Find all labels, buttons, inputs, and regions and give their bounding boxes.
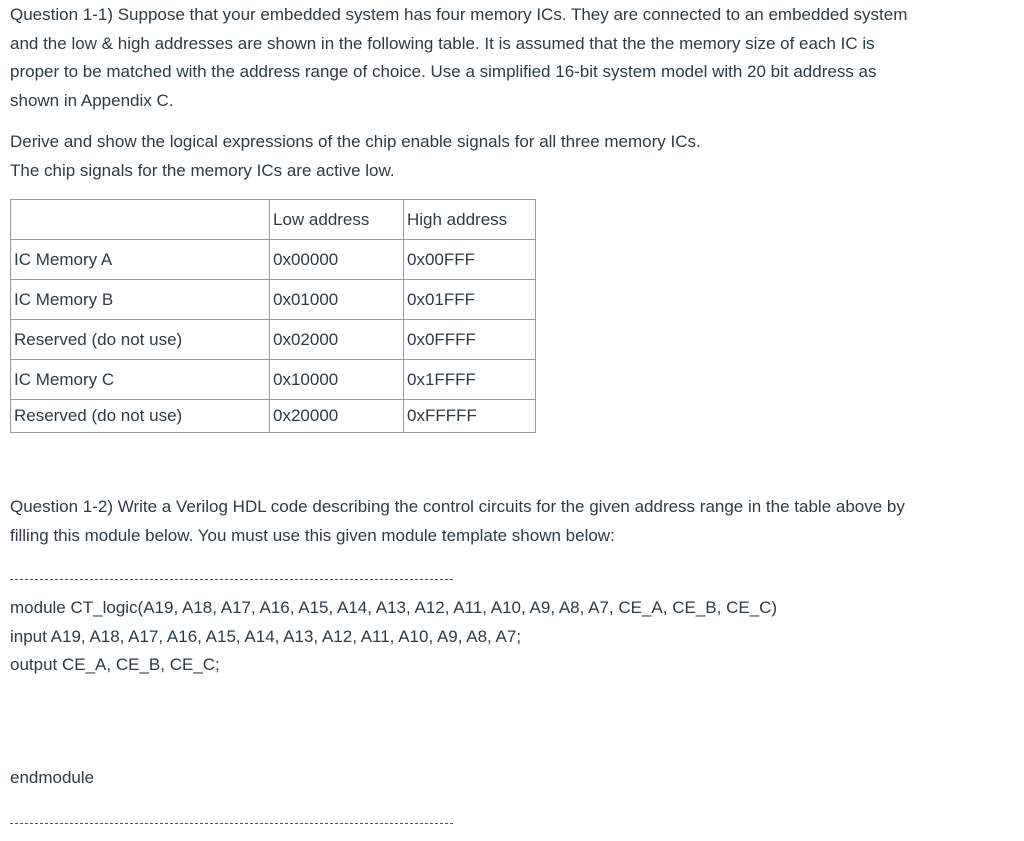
dashed-divider-top [10,579,453,580]
q1-intro-line: and the low & high addresses are shown in the following table. It is assumed that the the memory size of each IC is [10,33,875,53]
q1-intro-line: Question 1-1) Suppose that your embedded system has four memory ICs. They are connected to an embedded system [10,5,908,24]
endmodule-line: endmodule [10,768,95,787]
input-declaration-line: input A19, A18, A17, A16, A15, A14, A13, A12, A11, A10, A9, A8, A7; [10,626,522,646]
table-row [11,280,536,320]
device-name-cell: IC Memory B [11,280,270,320]
high-address-cell: 0x01FFF [404,280,536,320]
high-address-cell: 0xFFFFF [404,400,536,433]
output-declaration-line: output CE_A, CE_B, CE_C; [10,655,220,674]
low-address-cell: 0x10000 [270,360,404,400]
q1-intro-line: proper to be matched with the address range of choice. Use a simplified 16-bit system model with 20 bit address as [10,62,877,81]
q2-intro-line: Question 1-2) Write a Verilog HDL code describing the control circuits for the given address range in the table above by [10,497,905,516]
module-declaration-line: module CT_logic(A19, A18, A17, A16, A15, A14, A13, A12, A11, A10, A9, A8, A7, CE_A, CE_B, CE_C) [10,598,778,617]
header-cell-low-address: Low address [270,200,404,240]
header-cell-high-address: High address [404,200,536,240]
verilog-module-template [10,594,777,680]
table-row [11,400,536,433]
device-name-cell: Reserved (do not use) [11,400,270,433]
low-address-cell: 0x01000 [270,280,404,320]
high-address-cell: 0x0FFFF [404,320,536,360]
address-table [10,199,536,433]
table-row [11,320,536,360]
dashed-divider-bottom [10,823,453,824]
q1-intro-line: shown in Appendix C. [10,90,174,110]
low-address-cell: 0x02000 [270,320,404,360]
high-address-cell: 0x1FFFF [404,360,536,400]
question-1-1-text [10,1,1010,115]
table-row [11,360,536,400]
table-row [11,240,536,280]
header-cell-empty [11,200,270,240]
low-address-cell: 0x20000 [270,400,404,433]
table-header-row [11,200,536,240]
high-address-cell: 0x00FFF [404,240,536,280]
question-1-2-text [10,493,1015,550]
low-address-cell: 0x00000 [270,240,404,280]
question-1-1-task [10,128,1010,185]
device-name-cell: Reserved (do not use) [11,320,270,360]
derive-line: Derive and show the logical expressions of the chip enable signals for all three memory ICs. [10,132,701,151]
derive-line: The chip signals for the memory ICs are active low. [10,160,395,180]
device-name-cell: IC Memory C [11,360,270,400]
q2-intro-line: filling this module below. You must use this given module template shown below: [10,525,615,545]
device-name-cell: IC Memory A [11,240,270,280]
